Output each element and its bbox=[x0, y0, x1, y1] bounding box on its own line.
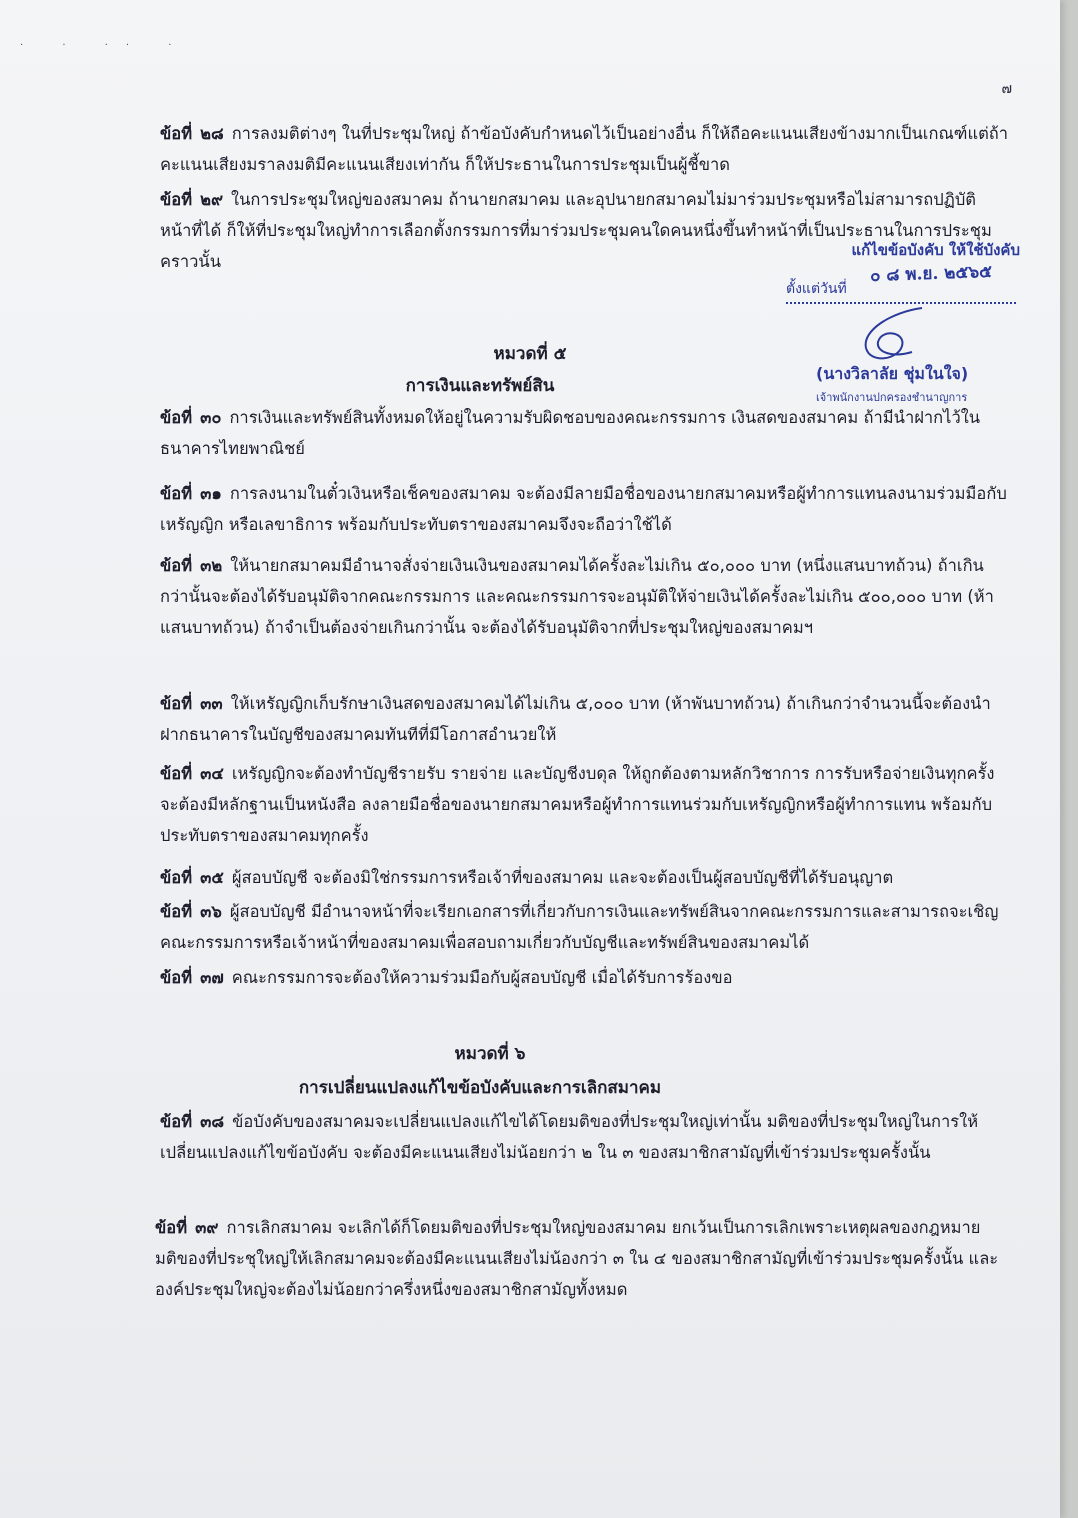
clause-text: การเลิกสมาคม จะเลิกได้ก็โดยมติของที่ประชุมใหญ่ของสมาคม ยกเว้นเป็นการเลิกเพราะเหตุผลของกฎหมาย มติของที่ประชุใหญ่ให้เลิกสมาคมจะต้องมีคะแนนเสียงไม่น้องกว่า ๓ ใน ๔ ของสมาชิกสามัญที่เข้าร่วมประชุมครั้งนั้น และองค์ประชุมใหญ่จะต้องไม่น้อยกว่าครึ่งหนึ่งของสมาชิกสามัญทั้งหมด bbox=[155, 1218, 999, 1299]
signatory-name: (นางวิลาลัย ชุ่มในใจ) bbox=[816, 364, 969, 383]
clause-number: ๓๒ bbox=[200, 556, 223, 575]
clause-38 bbox=[160, 1106, 1010, 1168]
clause-label: ข้อที่ bbox=[155, 1218, 188, 1237]
registration-stamp bbox=[780, 238, 1020, 297]
clause-label: ข้อที่ bbox=[160, 868, 193, 887]
chapter-6-title: การเปลี่ยนแปลงแก้ไขข้อบังคับและการเลิกสมาคม bbox=[298, 1078, 662, 1098]
clause-text: ผู้สอบบัญชี จะต้องมิใช่กรรมการหรือเจ้าที่ของสมาคม และจะต้องเป็นผู้สอบบัญชีที่ได้รับอนุญาต bbox=[231, 868, 894, 887]
clause-label: ข้อที่ bbox=[160, 764, 193, 783]
clause-number: ๓๙ bbox=[195, 1218, 219, 1237]
clause-30 bbox=[160, 402, 1010, 464]
clause-label: ข้อที่ bbox=[160, 556, 193, 575]
clause-label: ข้อที่ bbox=[160, 1112, 193, 1131]
clause-number: ๓๔ bbox=[200, 764, 224, 783]
chapter-6-heading: หมวดที่ ๖ bbox=[454, 1044, 526, 1064]
clause-33 bbox=[160, 688, 1010, 750]
stamp-since-label: ตั้งแต่วันที่ bbox=[786, 278, 1016, 304]
clause-37 bbox=[160, 962, 1010, 993]
clause-number: ๓๐ bbox=[200, 408, 222, 427]
clause-39 bbox=[155, 1212, 1005, 1305]
clause-text: การลงมติต่างๆ ในที่ประชุมใหญ่ ถ้าข้อบังคับกำหนดไว้เป็นอย่างอื่น ก็ให้ถือคะแนนเสียงข้างมากเป็นเกณฑ์แต่ถ้าคะแนนเสียงมราลงมติมีคะแนนเสียงเท่ากัน ก็ให้ประธานในการประชุมเป็นผู้ชี้ขาด bbox=[160, 124, 1009, 174]
clause-number: ๒๙ bbox=[200, 190, 224, 209]
clause-34 bbox=[160, 758, 1010, 851]
clause-label: ข้อที่ bbox=[160, 124, 193, 143]
chapter-5-heading: หมวดที่ ๕ bbox=[493, 344, 567, 364]
clause-number: ๓๗ bbox=[200, 968, 224, 987]
chapter-5-title: การเงินและทรัพย์สิน bbox=[405, 376, 555, 396]
stamp-date: ๐ ๘ พ.ย. ๒๕๖๕ bbox=[869, 261, 993, 287]
clause-text: เหรัญญิกจะต้องทำบัญชีรายรับ รายจ่าย และบัญชีงบดุล ให้ถูกต้องตามหลักวิชาการ การรับหรือจ่ายเงินทุกครั้งจะต้องมีหลักฐานเป็นหนังสือ ลงลายมือชื่อของนายกสมาคมหรือผู้ทำการแทนร่วมกับเหรัญญิกหรือผู้ทำการแทน พร้อมกับประทับตราของสมาคมทุกครั้ง bbox=[160, 764, 995, 845]
clause-text: การเงินและทรัพย์สินทั้งหมดให้อยู่ในความรับผิดชอบของคณะกรรมการ เงินสดของสมาคม ถ้ามีนำฝากไว้ในธนาคารไทยพาณิชย์ bbox=[160, 408, 981, 458]
stamp-title: แก้ไขข้อบังคับ ให้ใช้บังคับ bbox=[851, 241, 1020, 259]
clause-text: ข้อบังคับของสมาคมจะเปลี่ยนแปลงแก้ไขได้โดยมติของที่ประชุมใหญ่เท่านั้น มติของที่ประชุมใหญ่ในการให้เปลี่ยนแปลงแก้ไขข้อบังคับ จะต้องมีคะแนนเสียงไม่น้อยกว่า ๒ ใน ๓ ของสมาชิกสามัญที่เข้าร่วมประชุมครั้งนั้น bbox=[160, 1112, 979, 1162]
clause-36 bbox=[160, 896, 1010, 958]
clause-text: ให้เหรัญญิกเก็บรักษาเงินสดของสมาคมได้ไม่เกิน ๕,๐๐๐ บาท (ห้าพันบาทถ้วน) ถ้าเกินกว่าจำนวนนี้จะต้องนำฝากธนาคารในบัญชีของสมาคมทันทีที่มีโอกาสอำนวยให้ bbox=[160, 694, 991, 744]
clause-number: ๓๕ bbox=[200, 868, 224, 887]
clause-label: ข้อที่ bbox=[160, 190, 193, 209]
clause-number: ๓๘ bbox=[200, 1112, 225, 1131]
clause-32 bbox=[160, 550, 1010, 643]
signatory-role: เจ้าพนักงานปกครองชำนาญการ bbox=[816, 391, 968, 404]
clause-text: คณะกรรมการจะต้องให้ความร่วมมือกับผู้สอบบัญชี เมื่อได้รับการร้องขอ bbox=[231, 968, 733, 987]
clause-text: ให้นายกสมาคมมีอำนาจสั่งจ่ายเงินเงินของสมาคมได้ครั้งละไม่เกิน ๕๐,๐๐๐ บาท (หนึ่งแสนบาทถ้วน) ถ้าเกินกว่านั้นจะต้องได้รับอนุมัติจากคณะกรรมการ และคณะกรรมการจะอนุมัติให้จ่ายเงินได้ครั้งละไม่เกิน ๕๐๐,๐๐๐ บาท (ห้าแสนบาทถ้วน) ถ้าจำเป็นต้องจ่ายเกินกว่านั้น จะต้องได้รับอนุมัติจากที่ประชุมใหญ่ของสมาคมฯ bbox=[160, 556, 994, 637]
clause-label: ข้อที่ bbox=[160, 694, 193, 713]
clause-31 bbox=[160, 478, 1010, 540]
clause-text: ผู้สอบบัญชี มีอำนาจหน้าที่จะเรียกเอกสารที่เกี่ยวกับการเงินและทรัพย์สินจากคณะกรรมการและสามารถจะเชิญคณะกรรมการหรือเจ้าหน้าที่ของสมาคมเพื่อสอบถามเกี่ยวกับบัญชีและทรัพย์สินของสมาคมได้ bbox=[160, 902, 999, 952]
paper-specks: · · ·· · bbox=[20, 40, 190, 51]
clause-label: ข้อที่ bbox=[160, 408, 193, 427]
clause-label: ข้อที่ bbox=[160, 902, 193, 921]
clause-label: ข้อที่ bbox=[160, 968, 193, 987]
clause-28 bbox=[160, 118, 1010, 180]
clause-number: ๓๑ bbox=[200, 484, 222, 503]
page-number: ๗ bbox=[1001, 81, 1012, 97]
clause-35 bbox=[160, 862, 1010, 893]
clause-label: ข้อที่ bbox=[160, 484, 193, 503]
clause-text: ในการประชุมใหญ่ของสมาคม ถ้านายกสมาคม และอุปนายกสมาคมไม่มาร่วมประชุมหรือไม่สามารถปฏิบัติหน้าที่ได้ ก็ให้ที่ประชุมใหญ่ทำการเลือกตั้งกรรมการที่มาร่วมประชุมคนใดคนหนึ่งขึ้นทำหน้าที่เป็นประธานในการประชุมคราวนั้น bbox=[160, 190, 992, 271]
clause-number: ๒๘ bbox=[200, 124, 224, 143]
clause-number: ๓๓ bbox=[200, 694, 223, 713]
clause-text: การลงนามในตั๋วเงินหรือเช็คของสมาคม จะต้องมีลายมือชื่อของนายกสมาคมหรือผู้ทำการแทนลงนามร่วมมือกับเหรัญญิก หรือเลขาธิการ พร้อมกับประทับตราของสมาคมจึงจะถือว่าใช้ได้ bbox=[160, 484, 1007, 534]
clause-number: ๓๖ bbox=[200, 902, 222, 921]
